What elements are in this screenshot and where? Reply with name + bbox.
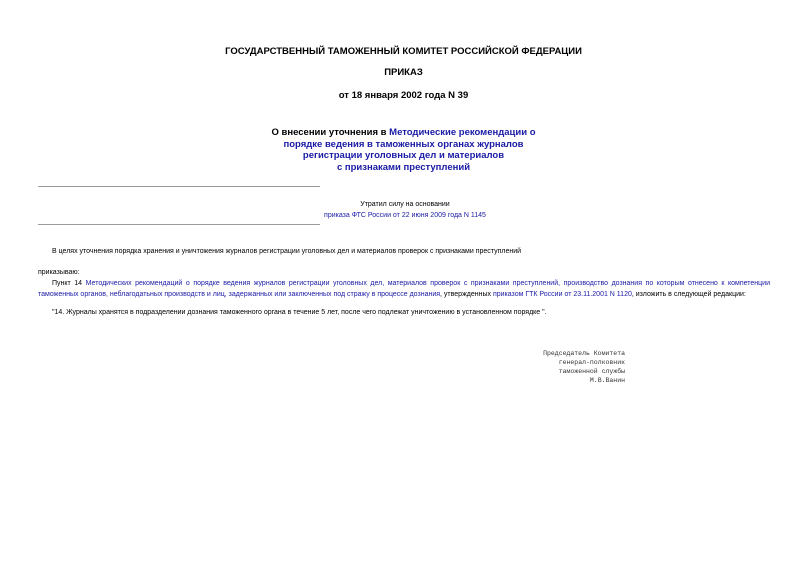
gtk-order-link[interactable]: приказом ГТК России от 23.11.2001 N 1120 (492, 291, 632, 298)
signature-line-4: М.В.Ванин (589, 377, 625, 384)
point-paragraph (38, 278, 770, 300)
point-suffix: , изложить в следующей редакции: (631, 291, 746, 298)
title-link-line3[interactable]: регистрации уголовных дел и материалов (302, 150, 505, 161)
signature-line-2: генерал-полковник (558, 359, 625, 366)
status-link-line (280, 210, 530, 222)
repeal-order-link[interactable]: приказа ФТС России от 22 июня 2009 года N 1145 (324, 212, 486, 219)
title-link-line4[interactable]: с признаками преступлений (336, 161, 471, 173)
document-title (0, 127, 807, 173)
signature-line-1: Председатель Комитета (543, 350, 625, 357)
signature-block (470, 349, 625, 385)
status-note: Утратил силу на основании (360, 201, 450, 208)
recommendations-link[interactable]: Методических рекомендаций о порядке ведения журналов регистрации уголовных дел, материалов проверок с признаками преступлений, производство дознания по которым отнесено к компетенции таможенных органов, неблагодатьных производств и лиц, задержанных или заключенных под стражу в процессе дознания (38, 280, 771, 298)
date-number-heading: от 18 января 2002 года N 39 (338, 90, 469, 101)
point-middle: , утвержденных (440, 291, 493, 298)
order-word: приказываю: (38, 269, 80, 276)
intro-paragraph: В целях уточнения порядка хранения и уничтожения журналов регистрации уголовных дел и материалов проверок с признаками преступлений (52, 248, 522, 255)
title-link-line1[interactable]: Методические рекомендации о (389, 127, 536, 138)
title-prefix: О внесении уточнения в (271, 127, 390, 138)
signature-line-3: таможенной службы (558, 368, 625, 375)
quote-paragraph: "14. Журналы хранятся в подразделении дознания таможенного органа в течение 5 лет, после чего подлежат уничтожению в установленном порядке ". (52, 309, 547, 316)
title-link-line2[interactable]: порядке ведения в таможенных органах журналов (283, 138, 524, 150)
divider-top (38, 186, 320, 187)
divider-bottom (38, 224, 320, 225)
committee-heading: ГОСУДАРСТВЕННЫЙ ТАМОЖЕННЫЙ КОМИТЕТ РОССИЙСКОЙ ФЕДЕРАЦИИ (225, 46, 582, 57)
doc-type-heading: ПРИКАЗ (384, 67, 423, 78)
point-prefix: Пункт 14 (52, 280, 86, 287)
